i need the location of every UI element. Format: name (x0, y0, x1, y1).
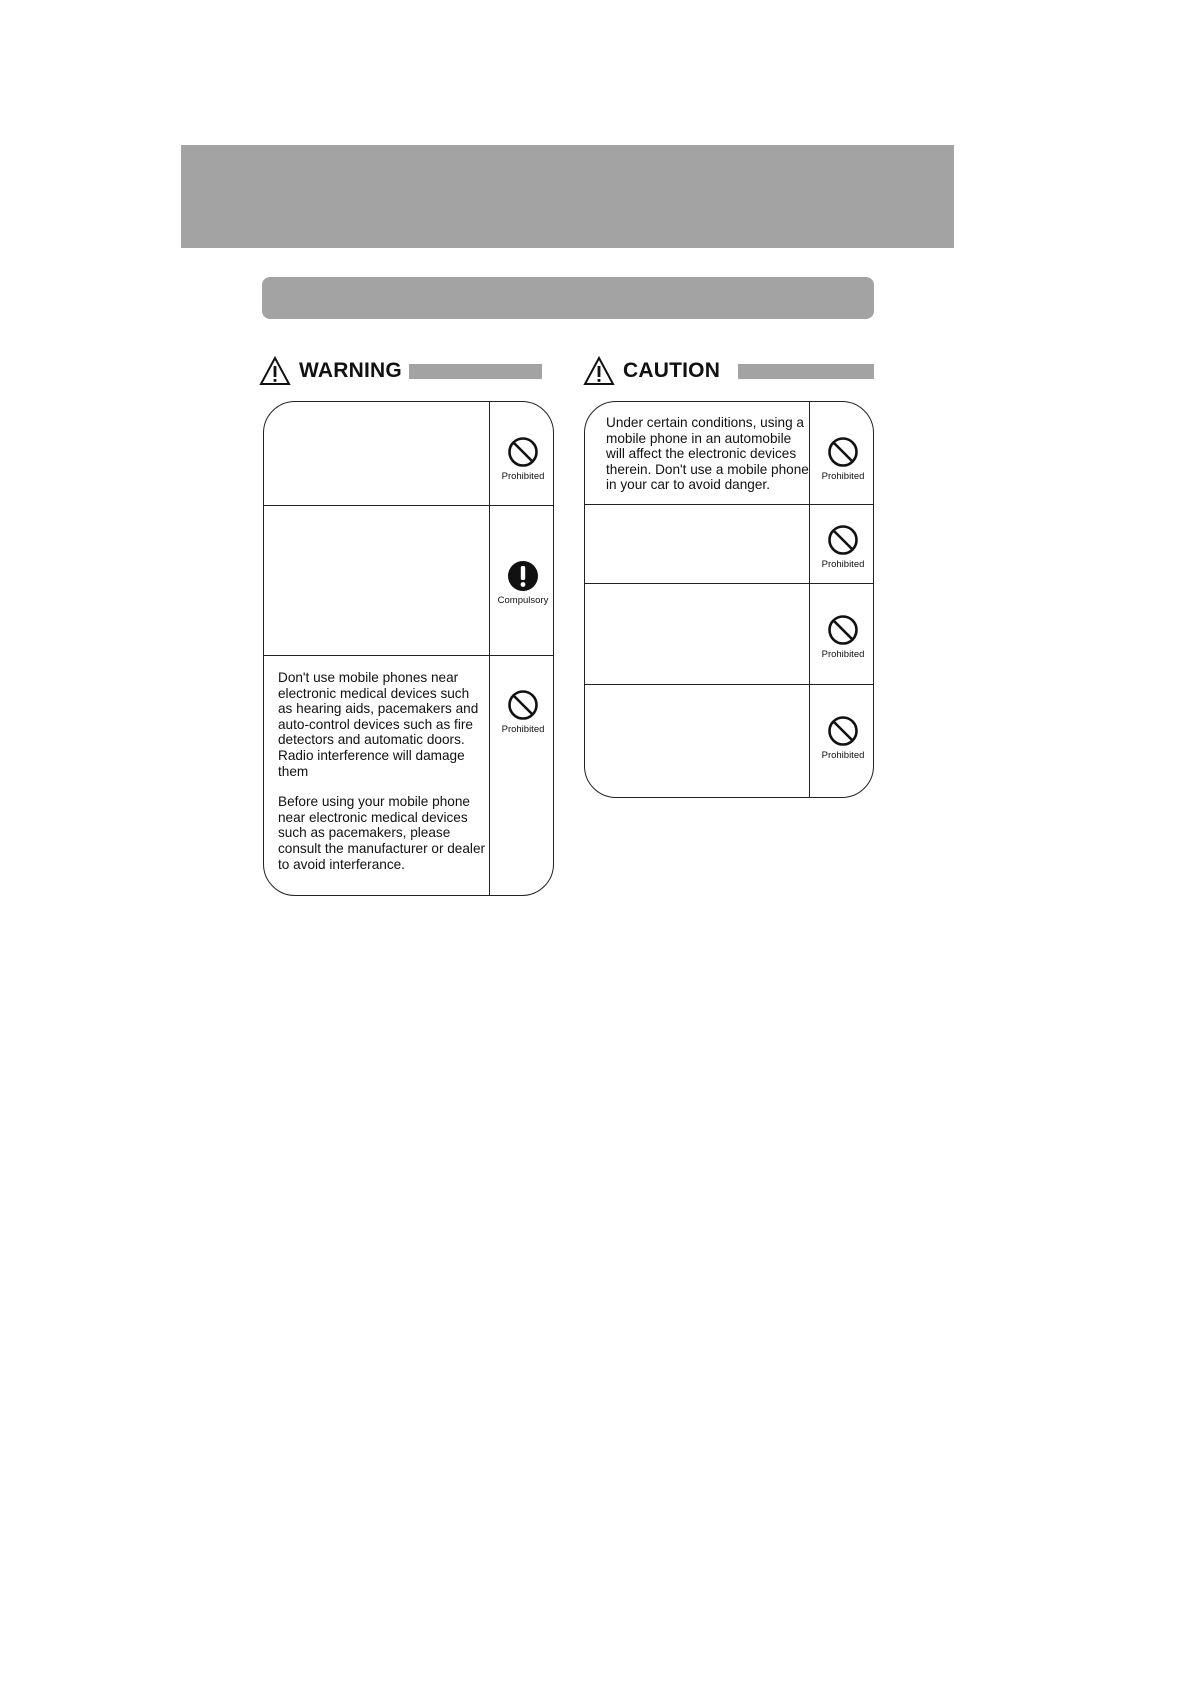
warning-row-2-sign-label: Compulsory (497, 595, 549, 606)
caution-row-divider (584, 504, 874, 505)
caution-row-1-sign (811, 436, 874, 482)
warning-row-3-paragraph: Before using your mobile phone near electronic medical devices such as pacemakers, please consult the manufacturer or dealer to avoid interferance. (278, 794, 486, 872)
warning-row-divider (263, 655, 554, 656)
prohibited-icon (827, 524, 859, 556)
chapter-banner (181, 145, 954, 248)
prohibited-icon (827, 614, 859, 646)
caution-column-divider (809, 402, 810, 797)
prohibited-icon (827, 436, 859, 468)
caution-row-4-sign (811, 715, 874, 761)
caution-row-3-sign (811, 614, 874, 660)
warning-row-1-sign (491, 436, 554, 482)
caution-row-2-text (606, 510, 806, 578)
caution-heading (583, 356, 874, 386)
warning-row-1-sign-label: Prohibited (501, 471, 545, 482)
warning-row-2-text (278, 512, 483, 650)
prohibited-icon (507, 689, 539, 721)
warning-row-3-sign (491, 689, 554, 735)
caution-row-3-text (606, 589, 806, 679)
prohibited-icon (827, 715, 859, 747)
caution-row-4-text (606, 690, 806, 790)
caution-row-2-sign-label: Prohibited (821, 559, 865, 570)
section-title-bar (262, 277, 874, 319)
warning-column-divider (489, 402, 490, 895)
warning-box (263, 401, 554, 896)
warning-row-1-text (278, 410, 483, 500)
compulsory-icon (507, 560, 539, 592)
caution-row-3-sign-label: Prohibited (821, 649, 865, 660)
caution-row-1-sign-label: Prohibited (821, 471, 865, 482)
warning-heading-label: WARNING (299, 359, 402, 382)
warning-heading (259, 356, 542, 386)
warning-row-3-sign-label: Prohibited (501, 724, 545, 735)
caution-box (584, 401, 874, 798)
caution-row-divider (584, 684, 874, 685)
caution-row-divider (584, 583, 874, 584)
caution-row-4-sign-label: Prohibited (821, 750, 865, 761)
caution-heading-rule (738, 364, 874, 379)
warning-triangle-icon (583, 356, 615, 386)
warning-row-3-paragraph: Don't use mobile phones near electronic medical devices such as hearing aids, pacemakers and auto-control devices such as fire detectors and automatic doors. Radio interference will damage them (278, 670, 479, 779)
caution-row-2-sign (811, 524, 874, 570)
warning-row-3-text (278, 670, 486, 872)
warning-row-divider (263, 505, 554, 506)
caution-row-1-paragraph: Under certain conditions, using a mobile phone in an automobile will affect the electronic devices therein. Don't use a mobile phone in your car to avoid danger. (606, 415, 809, 493)
caution-heading-label: CAUTION (623, 359, 721, 382)
warning-row-2-sign (491, 560, 554, 606)
caution-row-1-text (606, 415, 809, 493)
warning-triangle-icon (259, 356, 291, 386)
prohibited-icon (507, 436, 539, 468)
warning-heading-rule (409, 364, 542, 379)
